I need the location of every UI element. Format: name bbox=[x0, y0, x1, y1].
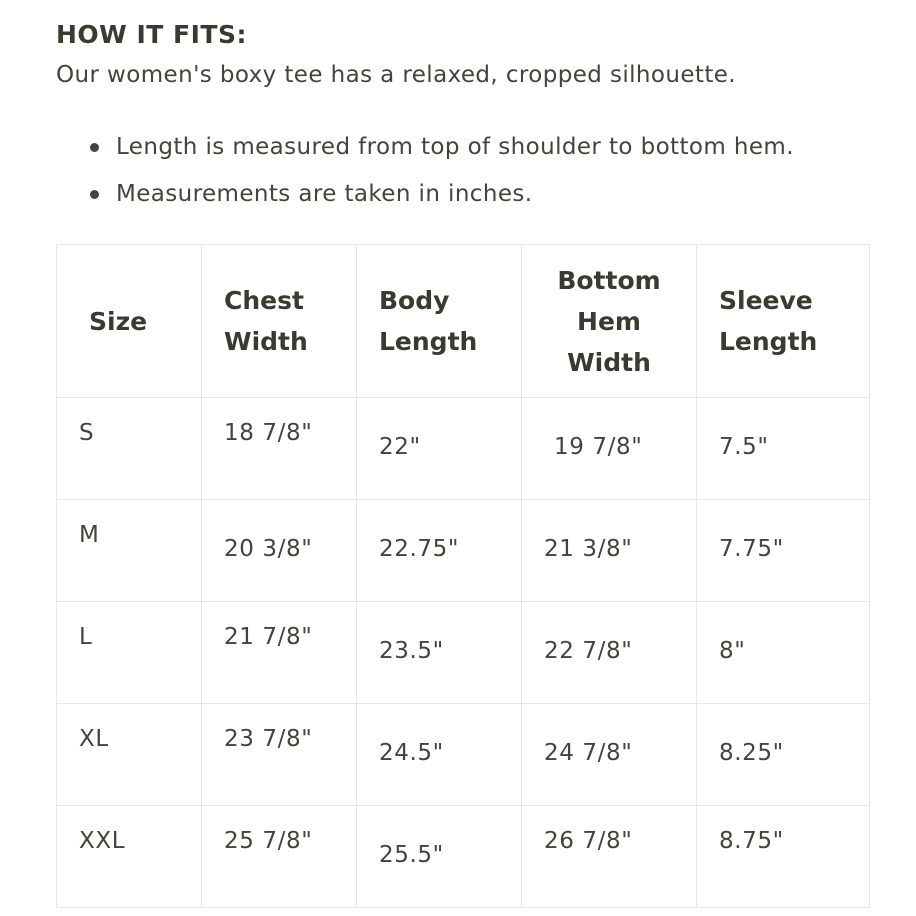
cell-size bbox=[57, 704, 202, 806]
cell-value: 21 3/8" bbox=[544, 536, 633, 562]
cell-value: 8.75" bbox=[719, 828, 784, 854]
column-header-size bbox=[57, 245, 202, 398]
cell-bottom-hem-width bbox=[522, 398, 697, 500]
cell-value: XL bbox=[79, 726, 109, 752]
header-line: Sleeve bbox=[719, 286, 813, 315]
fit-note-text: Length is measured from top of shoulder to bottom hem. bbox=[116, 134, 794, 160]
cell-body-length bbox=[357, 806, 522, 908]
cell-chest-width bbox=[202, 806, 357, 908]
cell-value: M bbox=[79, 522, 100, 548]
intro-text: Our women's boxy tee has a relaxed, cropped silhouette. bbox=[56, 62, 737, 88]
cell-value: 25 7/8" bbox=[224, 828, 313, 854]
cell-sleeve-length bbox=[697, 602, 870, 704]
cell-value: 24 7/8" bbox=[544, 740, 633, 766]
cell-bottom-hem-width bbox=[522, 704, 697, 806]
size-chart-table bbox=[56, 244, 870, 908]
cell-chest-width bbox=[202, 704, 357, 806]
bullet-icon bbox=[90, 190, 99, 199]
cell-sleeve-length bbox=[697, 806, 870, 908]
header-line: Width bbox=[567, 347, 651, 377]
cell-value: 18 7/8" bbox=[224, 420, 313, 446]
cell-size bbox=[57, 398, 202, 500]
cell-chest-width bbox=[202, 500, 357, 602]
table-row bbox=[57, 398, 870, 500]
cell-value: 22.75" bbox=[379, 536, 460, 562]
column-header-body-length bbox=[357, 245, 522, 398]
header-line: Length bbox=[379, 327, 478, 356]
cell-body-length bbox=[357, 602, 522, 704]
cell-body-length bbox=[357, 500, 522, 602]
header-line: Bottom bbox=[557, 265, 661, 295]
table-row bbox=[57, 806, 870, 908]
section-heading: HOW IT FITS: bbox=[56, 20, 247, 49]
cell-value: L bbox=[79, 624, 93, 650]
column-header-sleeve-length bbox=[697, 245, 870, 398]
cell-chest-width bbox=[202, 602, 357, 704]
cell-value: 19 7/8" bbox=[554, 434, 643, 460]
cell-body-length bbox=[357, 398, 522, 500]
cell-value: 25.5" bbox=[379, 842, 444, 868]
header-line: Body bbox=[379, 286, 450, 315]
cell-size bbox=[57, 602, 202, 704]
cell-value: 8" bbox=[719, 638, 746, 664]
table-row bbox=[57, 704, 870, 806]
table-row bbox=[57, 602, 870, 704]
cell-value: 7.75" bbox=[719, 536, 784, 562]
fit-note bbox=[88, 175, 794, 222]
cell-value: 8.25" bbox=[719, 740, 784, 766]
table-header-row bbox=[57, 245, 870, 398]
cell-sleeve-length bbox=[697, 704, 870, 806]
cell-value: S bbox=[79, 420, 95, 446]
cell-value: 26 7/8" bbox=[544, 828, 633, 854]
cell-value: 23.5" bbox=[379, 638, 444, 664]
cell-sleeve-length bbox=[697, 398, 870, 500]
cell-bottom-hem-width bbox=[522, 602, 697, 704]
header-line: Width bbox=[224, 327, 308, 356]
header-line: Size bbox=[89, 306, 148, 336]
header-line: Chest bbox=[224, 286, 304, 315]
header-line: Length bbox=[719, 327, 818, 356]
cell-value: 7.5" bbox=[719, 434, 769, 460]
cell-value: 23 7/8" bbox=[224, 726, 313, 752]
cell-size bbox=[57, 500, 202, 602]
bullet-icon bbox=[90, 143, 99, 152]
cell-size bbox=[57, 806, 202, 908]
cell-sleeve-length bbox=[697, 500, 870, 602]
cell-body-length bbox=[357, 704, 522, 806]
cell-value: 22" bbox=[379, 434, 421, 460]
header-line: Hem bbox=[577, 306, 641, 336]
column-header-bottom-hem-width bbox=[522, 245, 697, 398]
cell-value: 20 3/8" bbox=[224, 536, 313, 562]
column-header-chest-width bbox=[202, 245, 357, 398]
cell-value: 22 7/8" bbox=[544, 638, 633, 664]
fit-notes-list bbox=[88, 128, 794, 222]
fit-note-text: Measurements are taken in inches. bbox=[116, 181, 533, 207]
cell-chest-width bbox=[202, 398, 357, 500]
cell-value: XXL bbox=[79, 828, 126, 854]
cell-value: 24.5" bbox=[379, 740, 444, 766]
cell-bottom-hem-width bbox=[522, 500, 697, 602]
fit-note bbox=[88, 128, 794, 175]
cell-bottom-hem-width bbox=[522, 806, 697, 908]
cell-value: 21 7/8" bbox=[224, 624, 313, 650]
table-row bbox=[57, 500, 870, 602]
